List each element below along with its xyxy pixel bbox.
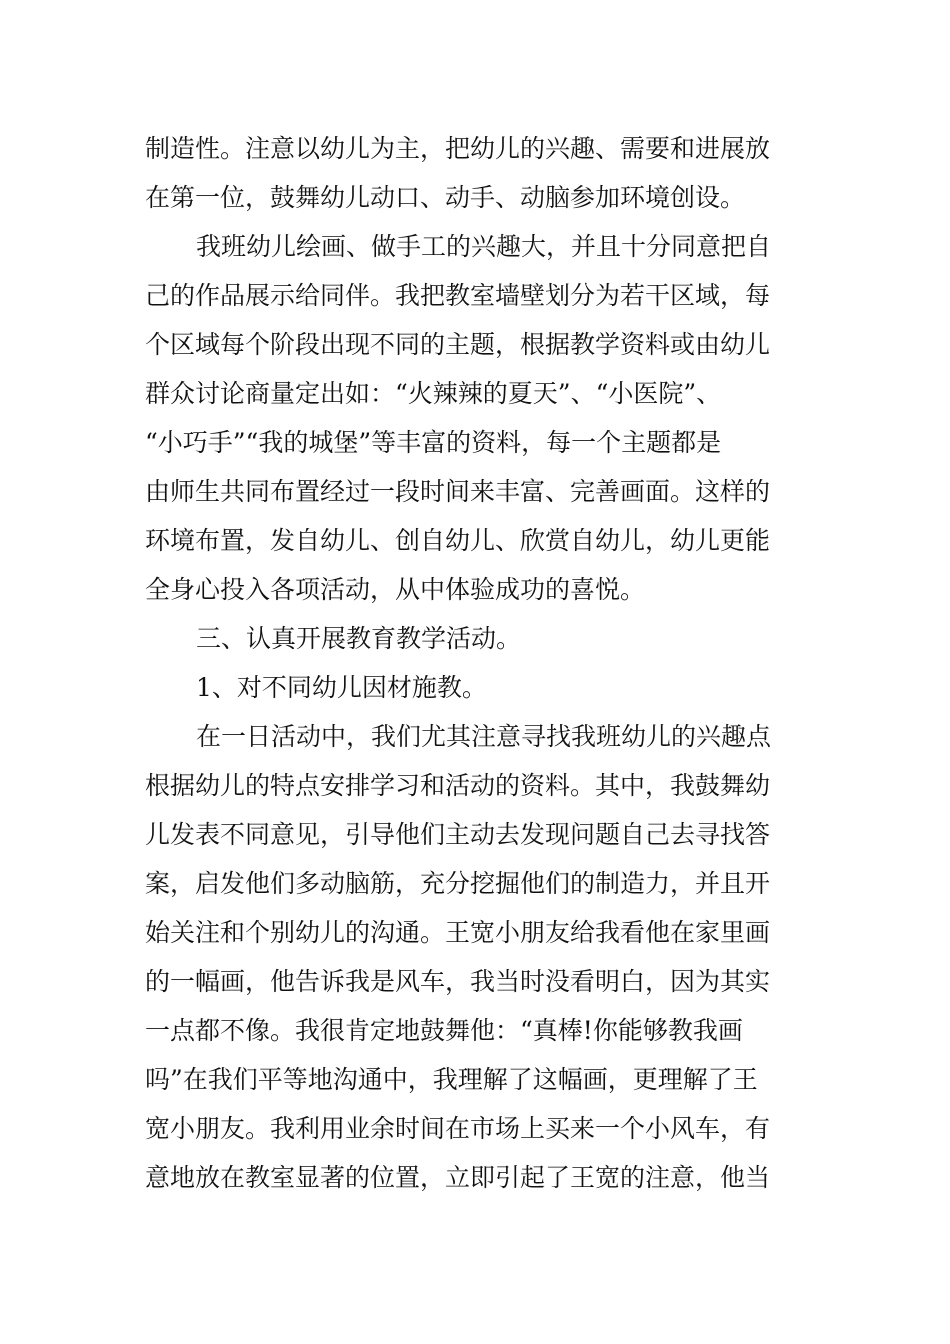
text-line-18: 的一幅画，他告诉我是风车，我当时没看明白，因为其实 [145, 967, 771, 996]
subsection-heading: 1、对不同幼儿因材施教。 [196, 673, 487, 702]
text-line-21: 宽小朋友。我利用业余时间在市场上买来一个小风车，有 [145, 1114, 771, 1143]
text-line-1: 制造性。注意以幼儿为主，把幼儿的兴趣、需要和进展放 [145, 134, 771, 163]
text-line-14: 根据幼儿的特点安排学习和活动的资料。其中，我鼓舞幼 [145, 771, 771, 800]
text-line-22: 意地放在教室显著的位置，立即引起了王宽的注意，他当 [145, 1163, 771, 1192]
text-line-15: 儿发表不同意见，引导他们主动去发现问题自己去寻找答 [145, 820, 771, 849]
document-body [145, 124, 807, 1202]
text-line-9: 环境布置，发自幼儿、创自幼儿、欣赏自幼儿，幼儿更能 [145, 526, 771, 555]
text-line-8: 由师生共同布置经过一段时间来丰富、完善画面。这样的 [145, 477, 771, 506]
text-line-19: 一点都不像。我很肯定地鼓舞他：“真棒!你能够教我画 [145, 1016, 743, 1045]
text-line-4: 己的作品展示给同伴。我把教室墙壁划分为若干区域，每 [145, 281, 771, 310]
paragraph-first-line: 我班幼儿绘画、做手工的兴趣大，并且十分同意把自 [196, 232, 772, 261]
text-line-7: “小巧手”“我的城堡”等丰富的资料，每一个主题都是 [145, 428, 722, 457]
text-line-10: 全身心投入各项活动，从中体验成功的喜悦。 [145, 575, 646, 604]
text-line-6: 群众讨论商量定出如：“火辣辣的夏天”、“小医院”、 [145, 379, 722, 408]
text-line-17: 始关注和个别幼儿的沟通。王宽小朋友给我看他在家里画 [145, 918, 771, 947]
text-line-20: 吗”在我们平等地沟通中，我理解了这幅画，更理解了王 [145, 1065, 758, 1094]
section-heading: 三、认真开展教育教学活动。 [196, 624, 522, 653]
text-line-2: 在第一位，鼓舞幼儿动口、动手、动脑参加环境创设。 [145, 183, 746, 212]
paragraph-first-line: 在一日活动中，我们尤其注意寻找我班幼儿的兴趣点 [196, 722, 772, 751]
text-line-16: 案，启发他们多动脑筋，充分挖掘他们的制造力，并且开 [145, 869, 771, 898]
text-line-5: 个区域每个阶段出现不同的主题，根据教学资料或由幼儿 [145, 330, 771, 359]
